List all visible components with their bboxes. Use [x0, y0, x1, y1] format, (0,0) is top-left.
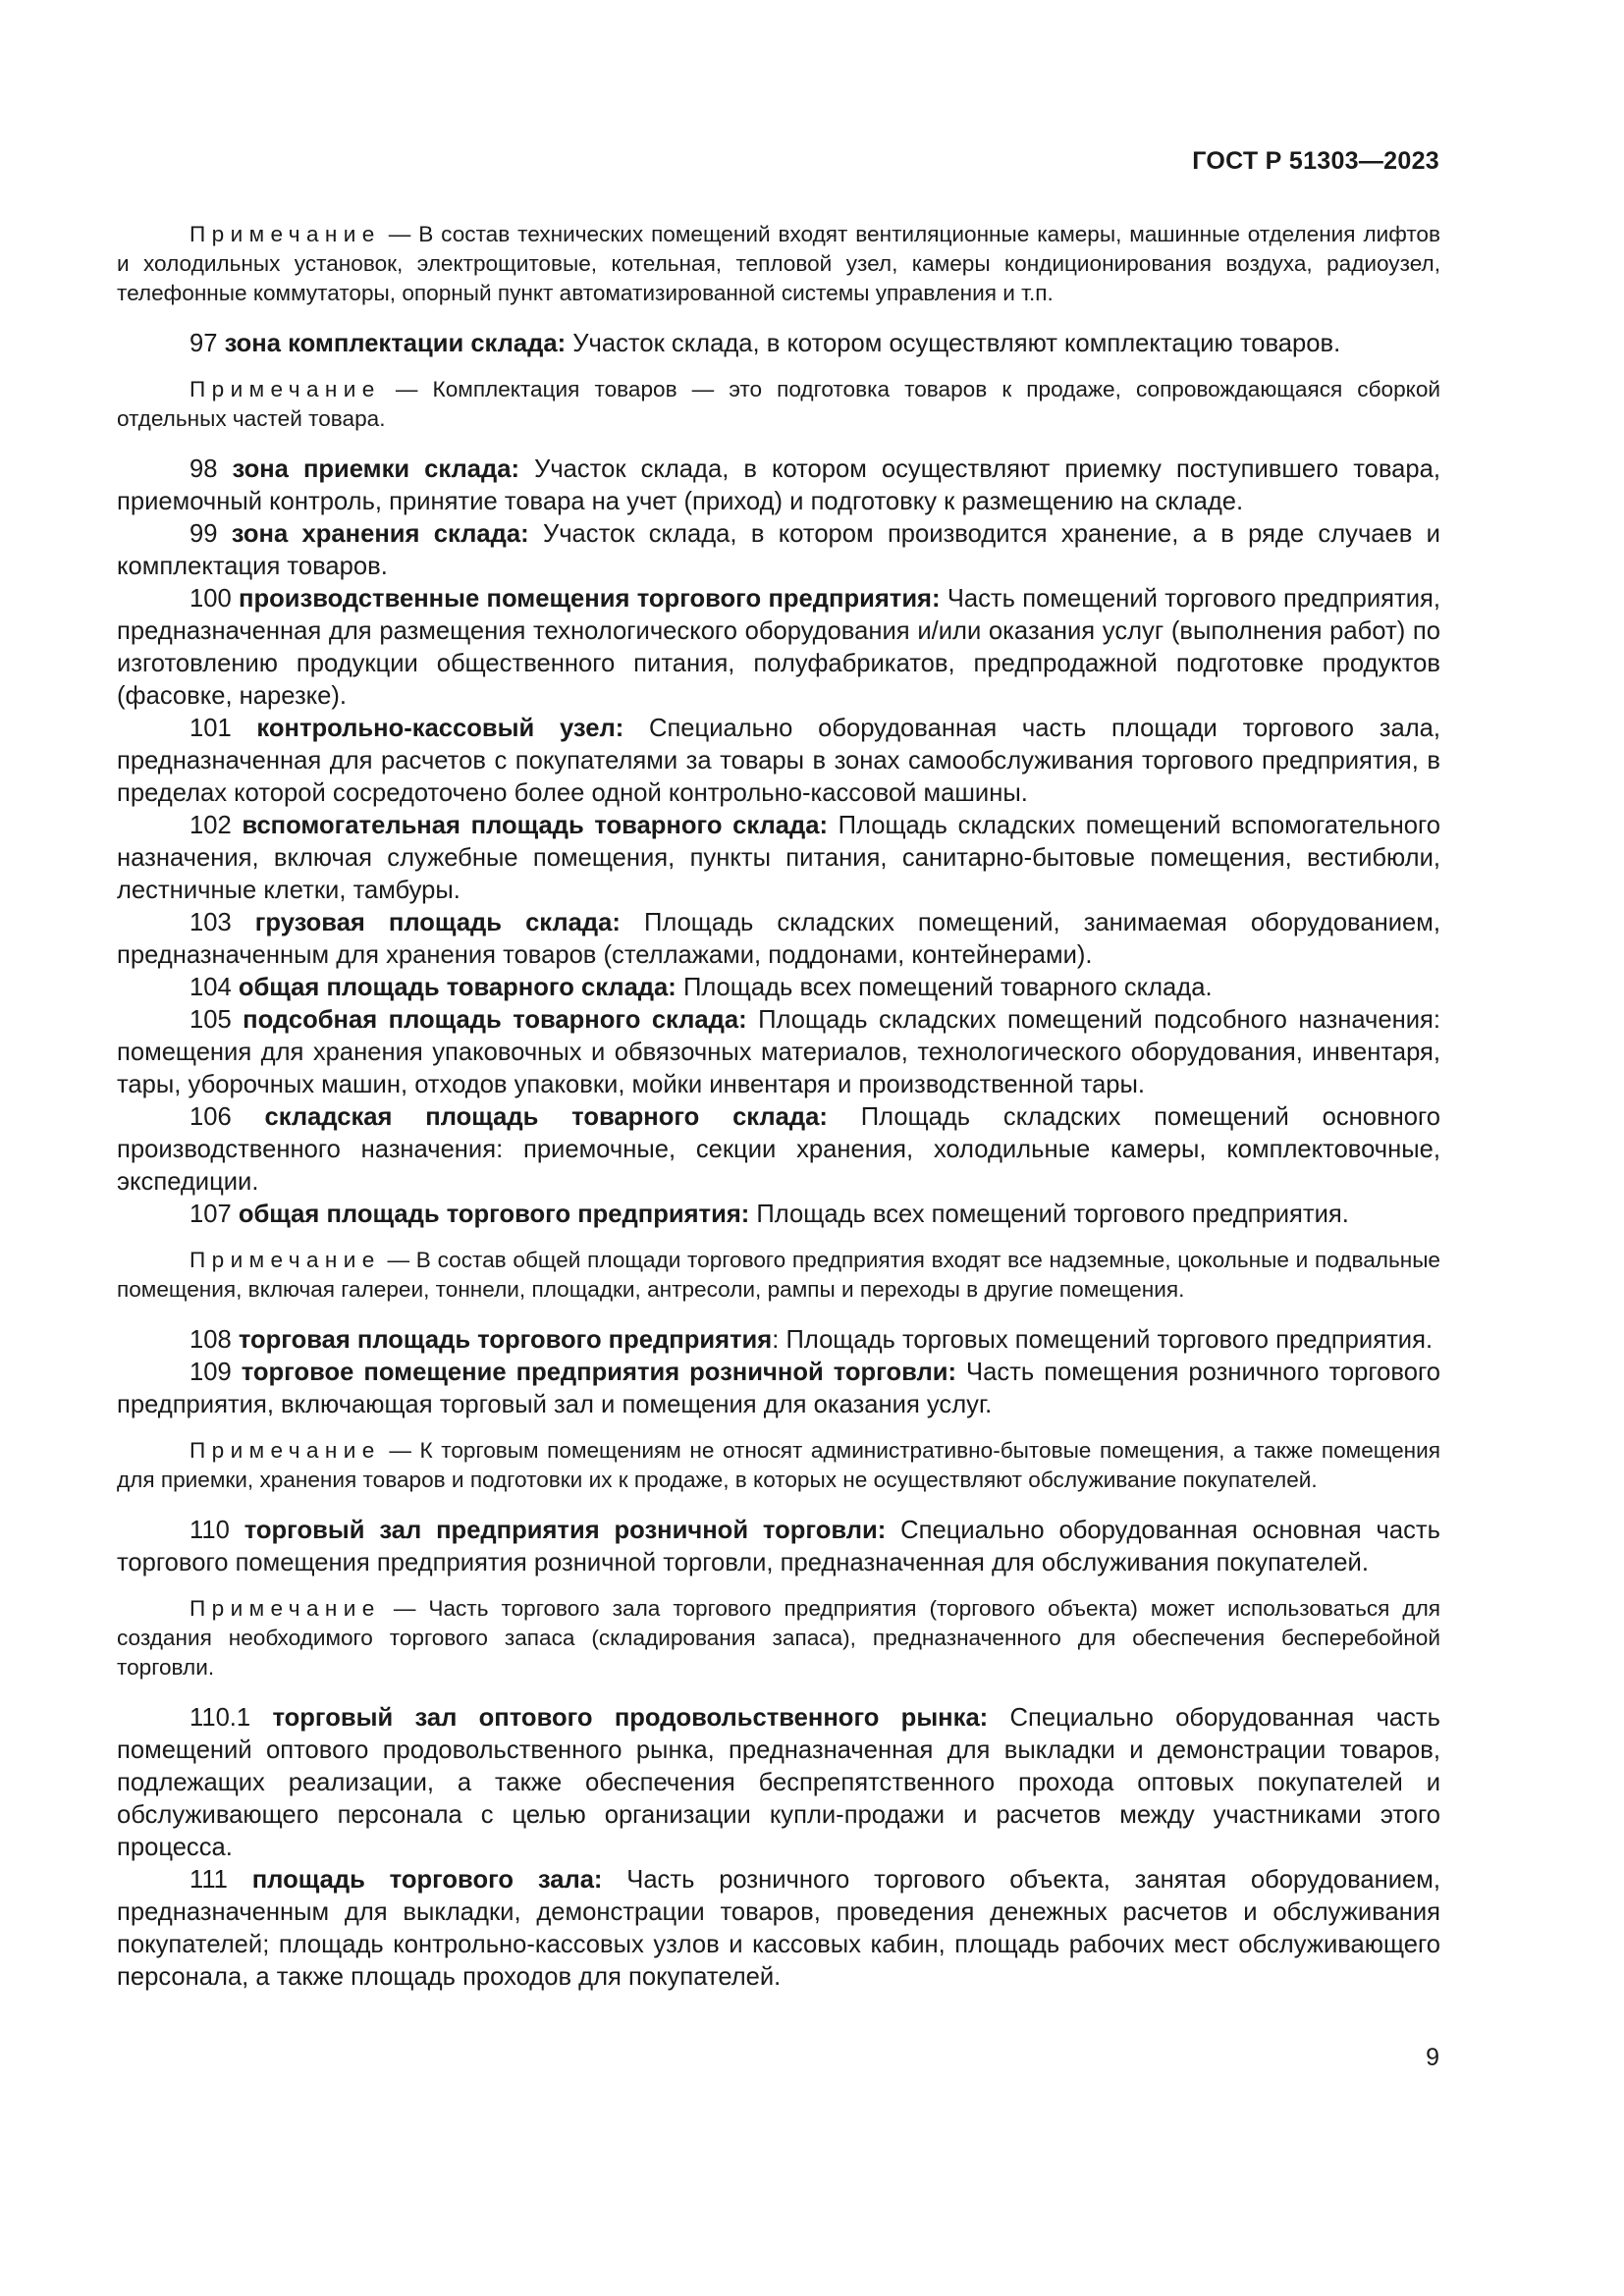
note-107 — [117, 1246, 1440, 1305]
term-number: 105 — [189, 1006, 232, 1034]
term-title: общая площадь торгового предприятия: — [238, 1201, 750, 1228]
note-110 — [117, 1594, 1440, 1682]
term-title: подсобная площадь товарного склада: — [243, 1006, 747, 1034]
term-110-1 — [117, 1702, 1440, 1864]
term-title: зона приемки склада: — [232, 455, 520, 483]
term-title: торговая площадь торгового предприятия — [238, 1326, 773, 1354]
term-101 — [117, 713, 1440, 810]
term-107 — [117, 1199, 1440, 1231]
term-97 — [117, 328, 1440, 360]
note-label: Примечание — [189, 222, 381, 246]
term-number: 109 — [189, 1359, 232, 1386]
term-definition: Часть помещений торгового предприятия, предназначенная для размещения технологического оборудования и/или оказания услуг (выполнения работ) по изготовлению продукции общественного питания, полуфабрикатов, предпродажной подготовке продуктов (фасовке, нарезке). — [117, 585, 1440, 710]
note-label: Примечание — [189, 1438, 381, 1463]
note-label: Примечание — [189, 1596, 381, 1621]
term-definition: Специально оборудованная часть помещений оптового продовольственного рынка, предназначенная для выкладки и демонстрации товаров, подлежащих реализации, а также обеспечения беспрепятственного прохода оптовых покупателей и обслуживающего персонала с целью организации купли-продажи и расчетов между участниками этого процесса. — [117, 1704, 1440, 1861]
term-definition: Площадь складских помещений подсобного назначения: помещения для хранения упаковочных и обвязочных материалов, технологического оборудования, инвентаря, тары, уборочных машин, отходов упаковки, мойки инвентаря и производственной тары. — [117, 1006, 1440, 1098]
term-title: складская площадь товарного склада: — [264, 1103, 828, 1131]
term-number: 97 — [189, 330, 218, 357]
term-title: зона хранения склада: — [231, 520, 529, 548]
note-text: — В состав технических помещений входят вентиляционные камеры, машинные отделения лифтов и холодильных установок, электрощитовые, котельная, тепловой узел, камеры кондиционирования воздуха, радиоузел, телефонные коммутаторы, опорный пункт автоматизированной системы управления и т.п. — [117, 222, 1441, 305]
document-body — [117, 220, 1440, 1994]
note-technical-rooms — [117, 220, 1440, 308]
note-97 — [117, 375, 1440, 434]
term-title: площадь торгового зала: — [251, 1866, 603, 1894]
document-code-header: ГОСТ Р 51303—2023 — [1192, 147, 1439, 175]
term-103 — [117, 907, 1440, 972]
term-100 — [117, 583, 1440, 713]
term-102 — [117, 810, 1440, 907]
note-text: — Комплектация товаров — это подготовка товаров к продаже, сопровождающаяся сборкой отдельных частей товара. — [117, 377, 1440, 431]
term-definition: Участок склада, в котором осуществляют приемку поступившего товара, приемочный контроль, принятие товара на учет (приход) и подготовку к размещению на складе. — [117, 455, 1440, 515]
term-definition: Специально оборудованная часть площади торгового зала, предназначенная для расчетов с покупателями за товары в зонах самообслуживания торгового предприятия, в пределах которой сосредоточено более одной контрольно-кассовой машины. — [117, 715, 1440, 807]
term-definition: Часть помещения розничного торгового предприятия, включающая торговый зал и помещения для оказания услуг. — [117, 1359, 1440, 1418]
term-title: производственные помещения торгового предприятия: — [239, 585, 941, 613]
note-109 — [117, 1436, 1440, 1495]
term-number: 106 — [189, 1103, 232, 1131]
note-label: Примечание — [189, 377, 381, 401]
term-definition: Площадь складских помещений, занимаемая оборудованием, предназначенным для хранения товаров (стеллажами, поддонами, контейнерами). — [117, 909, 1440, 969]
term-106 — [117, 1101, 1440, 1199]
term-title: вспомогательная площадь товарного склада: — [242, 812, 828, 839]
term-number: 107 — [189, 1201, 232, 1228]
note-text: — В состав общей площади торгового предприятия входят все надземные, цокольные и подвальные помещения, включая галереи, тоннели, площадки, антресоли, рампы и переходы в другие помещения. — [117, 1248, 1440, 1302]
term-number: 111 — [189, 1866, 228, 1894]
term-number: 110 — [189, 1517, 230, 1544]
term-title: зона комплектации склада: — [224, 330, 567, 357]
term-definition: Часть розничного торгового объекта, занятая оборудованием, предназначенным для выкладки, демонстрации товаров, проведения денежных расчетов и обслуживания покупателей; площадь контрольно-кассовых узлов и кассовых кабин, площадь рабочих мест обслуживающего персонала, а также площадь проходов для покупателей. — [117, 1866, 1440, 1991]
page-number: 9 — [1426, 2044, 1439, 2071]
term-98 — [117, 454, 1440, 518]
term-title: грузовая площадь склада: — [254, 909, 621, 936]
term-number: 99 — [189, 520, 218, 548]
note-text: — К торговым помещениям не относят административно-бытовые помещения, а также помещения для приемки, хранения товаров и подготовки их к продаже, в которых не осуществляют обслуживание покупателей. — [117, 1438, 1440, 1492]
term-number: 98 — [189, 455, 218, 483]
term-104 — [117, 972, 1440, 1004]
term-definition: Участок склада, в котором осуществляют комплектацию товаров. — [572, 330, 1341, 357]
term-title: торговый зал оптового продовольственного рынка: — [272, 1704, 989, 1732]
term-109 — [117, 1357, 1440, 1421]
term-number: 110.1 — [189, 1704, 251, 1732]
term-definition: : Площадь торговых помещений торгового предприятия. — [772, 1326, 1434, 1354]
term-number: 104 — [189, 974, 232, 1001]
term-110 — [117, 1515, 1440, 1579]
term-111 — [117, 1864, 1440, 1994]
term-number: 108 — [189, 1326, 232, 1354]
term-number: 100 — [189, 585, 232, 613]
term-definition: Площадь всех помещений товарного склада. — [682, 974, 1213, 1001]
note-label: Примечание — [189, 1248, 381, 1272]
note-text: — Часть торгового зала торгового предприятия (торгового объекта) может использоваться для создания необходимого торгового запаса (складирования запаса), предназначенного для обеспечения бесперебойной торговли. — [117, 1596, 1440, 1680]
term-108 — [117, 1324, 1440, 1357]
term-99 — [117, 518, 1440, 583]
term-definition: Специально оборудованная основная часть торгового помещения предприятия розничной торговли, предназначенная для обслуживания покупателей. — [117, 1517, 1440, 1576]
term-definition: Площадь складских помещений вспомогательного назначения, включая служебные помещения, пункты питания, санитарно-бытовые помещения, вестибюли, лестничные клетки, тамбуры. — [117, 812, 1440, 904]
term-title: торговый зал предприятия розничной торговли: — [244, 1517, 887, 1544]
term-definition: Площадь всех помещений торгового предприятия. — [756, 1201, 1349, 1228]
term-number: 103 — [189, 909, 232, 936]
term-title: торговое помещение предприятия розничной торговли: — [241, 1359, 957, 1386]
term-number: 102 — [189, 812, 232, 839]
term-title: общая площадь товарного склада: — [238, 974, 677, 1001]
term-definition: Участок склада, в котором производится хранение, а в ряде случаев и комплектация товаров. — [117, 520, 1440, 580]
term-title: контрольно-кассовый узел: — [256, 715, 624, 742]
term-definition: Площадь складских помещений основного производственного назначения: приемочные, секции хранения, холодильные камеры, комплектовочные, экспедиции. — [117, 1103, 1440, 1196]
term-number: 101 — [189, 715, 232, 742]
term-105 — [117, 1004, 1440, 1101]
